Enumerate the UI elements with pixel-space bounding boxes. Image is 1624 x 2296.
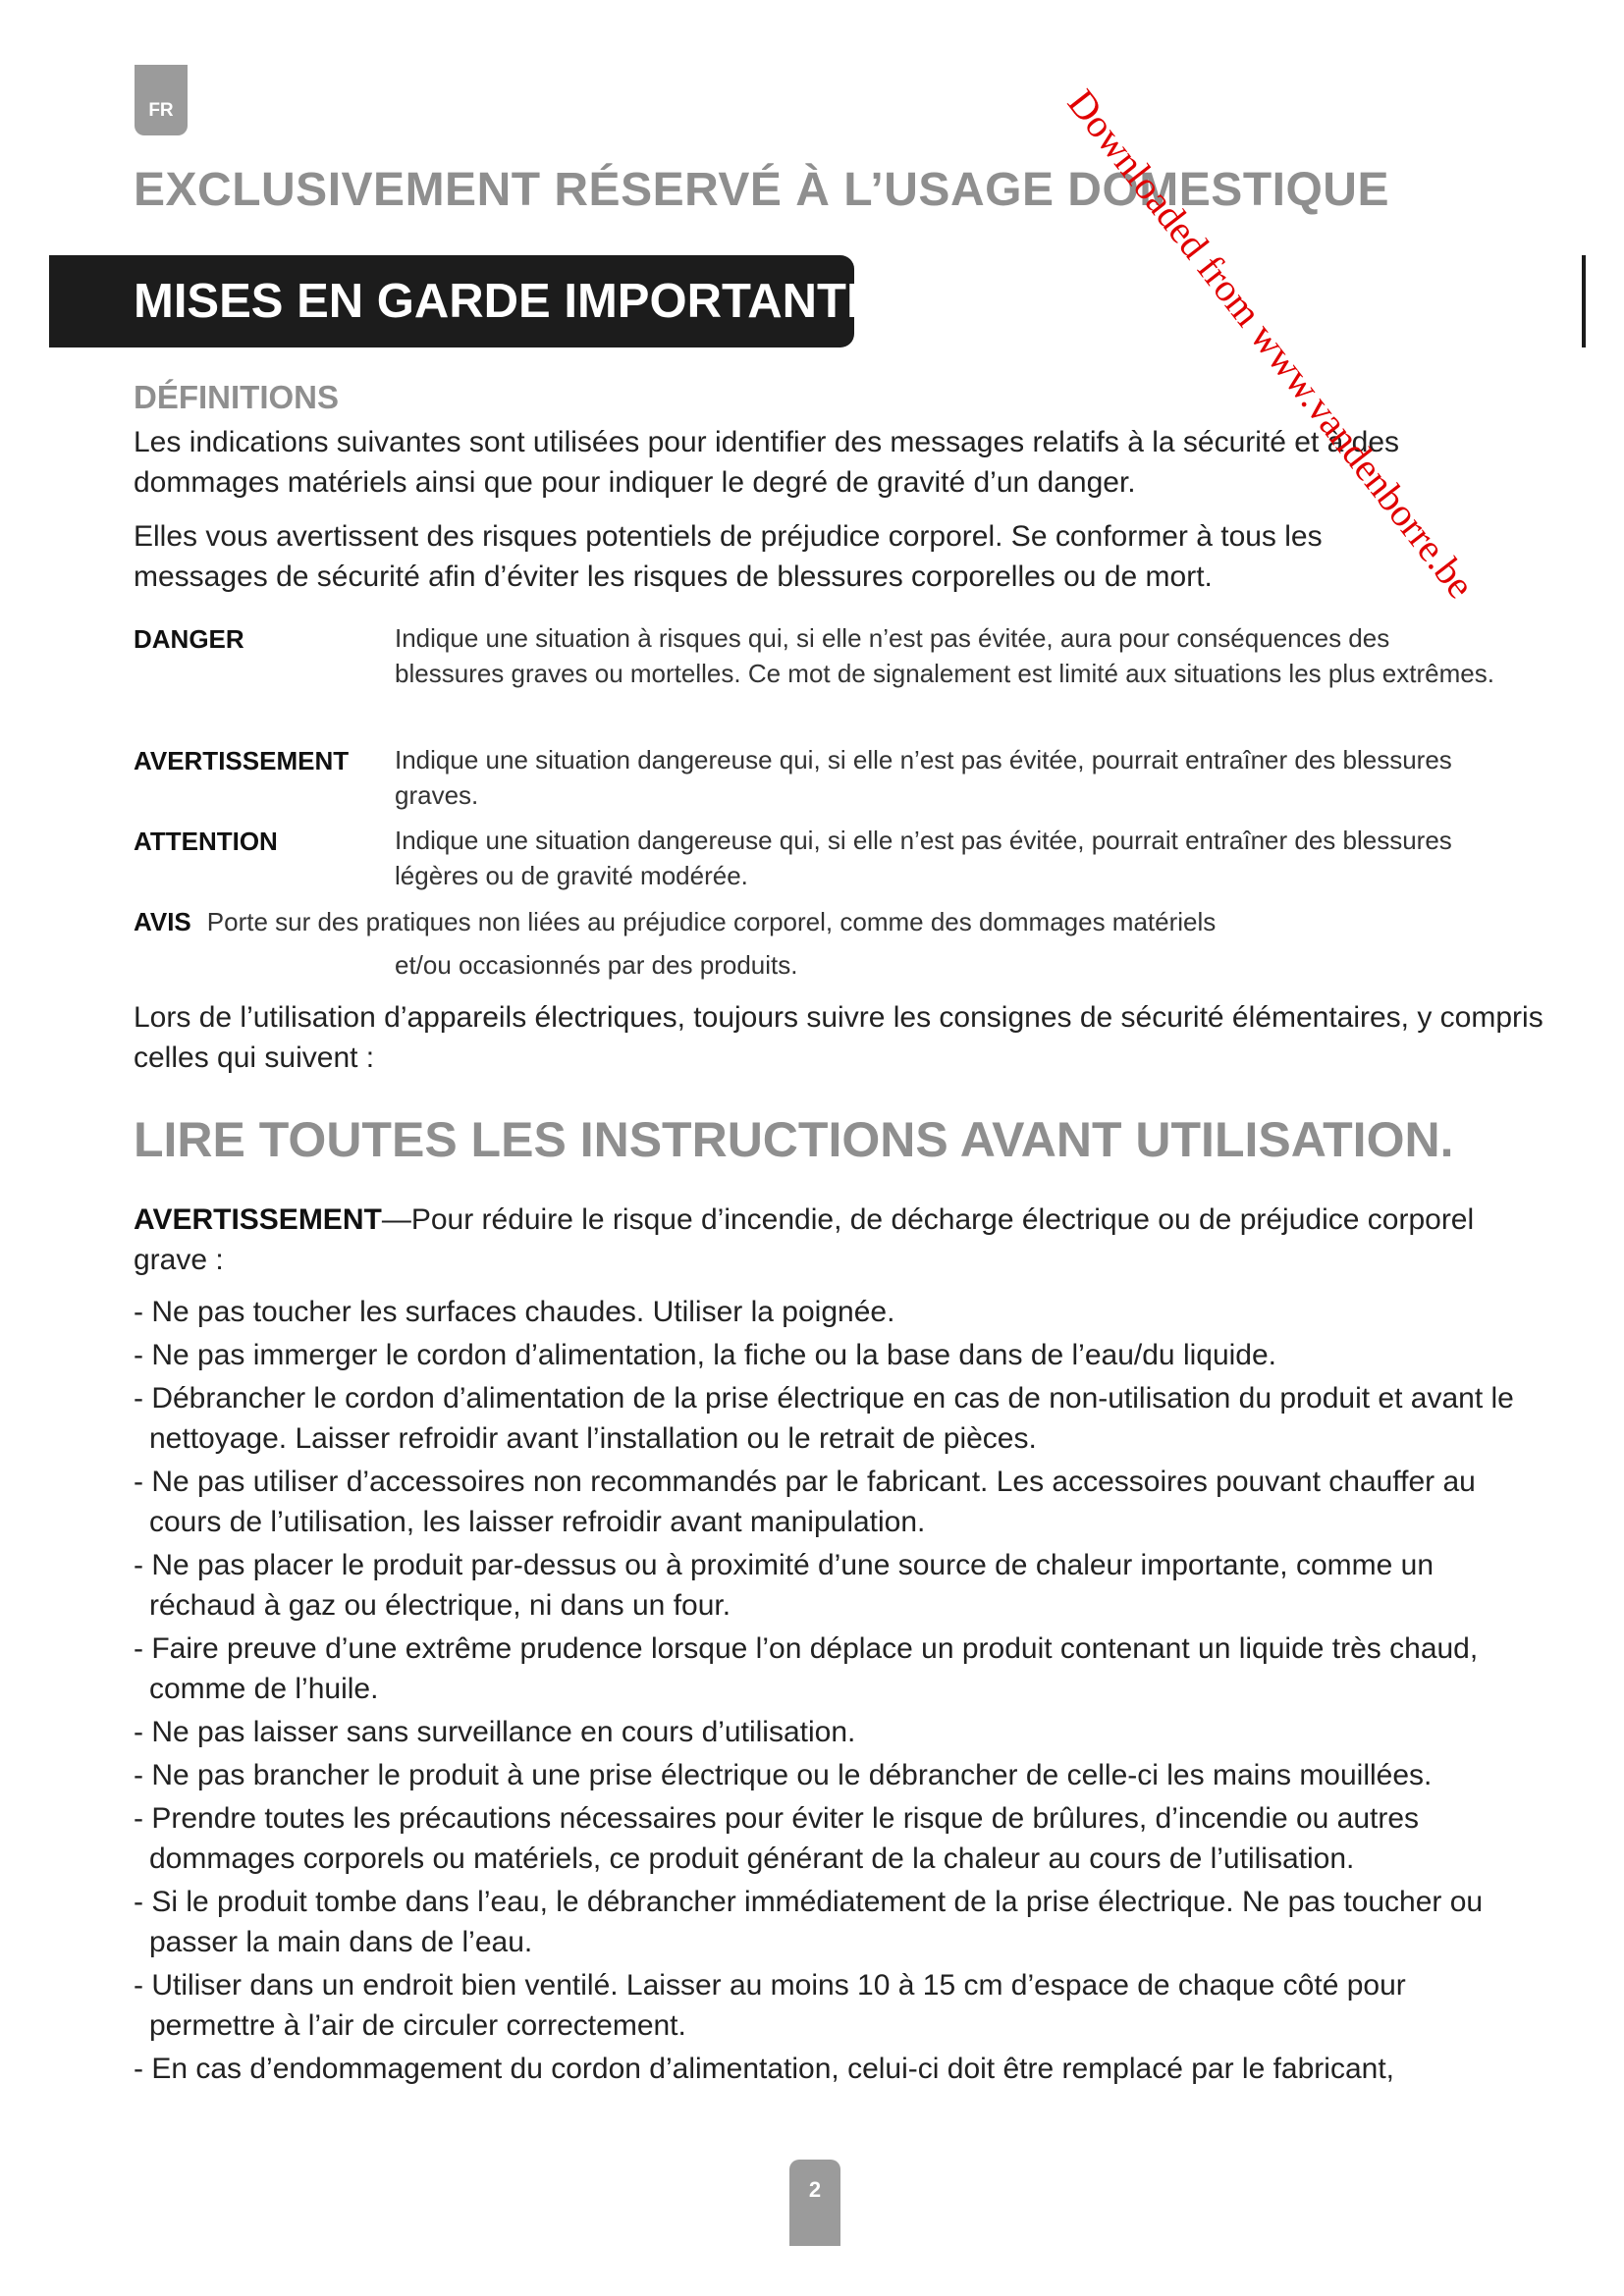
safety-item: - Ne pas placer le produit par-dessus ou à proximité d’une source de chaleur importante, comme un réchaud à gaz ou électrique, ni dans un four. bbox=[134, 1549, 1435, 1622]
safety-item: - Ne pas toucher les surfaces chaudes. Utiliser la poignée. bbox=[134, 1296, 895, 1328]
definition-attention: Indique une situation dangereuse qui, si elle n’est pas évitée, pourrait entraîner des blessures légères ou de gravité modérée. bbox=[395, 826, 1452, 890]
safeguards-banner: MISES EN GARDE IMPORTANTES bbox=[49, 255, 854, 347]
side-rule bbox=[1582, 255, 1586, 347]
domestic-use-heading: EXCLUSIVEMENT RÉSERVÉ À L’USAGE DOMESTIQUE bbox=[134, 164, 1389, 216]
safety-item: - Débrancher le cordon d’alimentation de la prise électrique en cas de non-utilisation du produit et avant le nettoyage. Laisser refroidir avant l’installation ou le retrait de pièces. bbox=[134, 1382, 1514, 1455]
safety-item: - En cas d’endommagement du cordon d’alimentation, celui-ci doit être remplacé par le fabricant, bbox=[134, 2053, 1394, 2085]
safety-item: - Ne pas laisser sans surveillance en cours d’utilisation. bbox=[134, 1716, 856, 1748]
definition-avis-continued: et/ou occasionnés par des produits. bbox=[395, 950, 798, 980]
page-number: 2 bbox=[789, 2160, 840, 2246]
warning-statement bbox=[134, 1200, 1508, 1280]
definitions-heading: DÉFINITIONS bbox=[134, 379, 340, 415]
read-instructions-heading: LIRE TOUTES LES INSTRUCTIONS AVANT UTILISATION. bbox=[134, 1112, 1454, 1167]
safety-item: - Prendre toutes les précautions nécessaires pour éviter le risque de brûlures, d’incendie ou autres dommages corporels ou matériels, ce produit générant de la chaleur au cours de l’utilisation. bbox=[134, 1802, 1420, 1875]
term-avertissement: AVERTISSEMENT bbox=[134, 746, 350, 775]
safety-item: - Utiliser dans un endroit bien ventilé. Laisser au moins 10 à 15 cm d’espace de chaque côté pour permettre à l’air de circuler correctement. bbox=[134, 1969, 1406, 2042]
avis-line bbox=[134, 907, 1216, 937]
safety-item: - Ne pas immerger le cordon d’alimentation, la fiche ou la base dans de l’eau/du liquide. bbox=[134, 1339, 1277, 1371]
definition-danger: Indique une situation à risques qui, si elle n’est pas évitée, aura pour conséquences des blessures graves ou mortelles. Ce mot de signalement est limité aux situations les plus extrêmes. bbox=[395, 623, 1494, 688]
term-attention: ATTENTION bbox=[134, 827, 278, 856]
safety-item: - Ne pas utiliser d’accessoires non recommandés par le fabricant. Les accessoires pouvant chauffer au cours de l’utilisation, les laisser refroidir avant manipulation. bbox=[134, 1466, 1476, 1538]
warning-text: —Pour réduire le risque d’incendie, de décharge électrique ou de préjudice corporel grave : bbox=[134, 1203, 1475, 1276]
safety-item: - Ne pas brancher le produit à une prise électrique ou le débrancher de celle-ci les mains mouillées. bbox=[134, 1759, 1433, 1791]
safety-item: - Faire preuve d’une extrême prudence lorsque l’on déplace un produit contenant un liquide très chaud, comme de l’huile. bbox=[134, 1632, 1479, 1705]
definitions-intro-2: Elles vous avertissent des risques potentiels de préjudice corporel. Se conformer à tous les messages de sécurité afin d’éviter les risques de blessures corporelles ou de mort. bbox=[134, 520, 1323, 593]
term-danger: DANGER bbox=[134, 624, 244, 654]
safety-list bbox=[134, 1292, 1528, 2092]
definitions-intro-1: Les indications suivantes sont utilisées pour identifier des messages relatifs à la sécurité et à des dommages matériels ainsi que pour indiquer le degré de gravité d’un danger. bbox=[134, 426, 1400, 499]
definition-avertissement: Indique une situation dangereuse qui, si elle n’est pas évitée, pourrait entraîner des blessures graves. bbox=[395, 745, 1452, 810]
download-watermark: Downloaded from www.vandenborre.be bbox=[1058, 80, 1484, 607]
safety-item: - Si le produit tombe dans l’eau, le débrancher immédiatement de la prise électrique. Ne pas toucher ou passer la main dans de l’eau. bbox=[134, 1886, 1484, 1958]
warning-label: AVERTISSEMENT bbox=[134, 1203, 382, 1236]
term-avis: AVIS bbox=[134, 907, 191, 936]
definition-avis: Porte sur des pratiques non liées au préjudice corporel, comme des dommages matériels bbox=[206, 907, 1217, 936]
language-tab: FR bbox=[135, 65, 188, 135]
closing-paragraph: Lors de l’utilisation d’appareils électriques, toujours suivre les consignes de sécurité élémentaires, y compris celles qui suivent : bbox=[134, 1001, 1543, 1074]
